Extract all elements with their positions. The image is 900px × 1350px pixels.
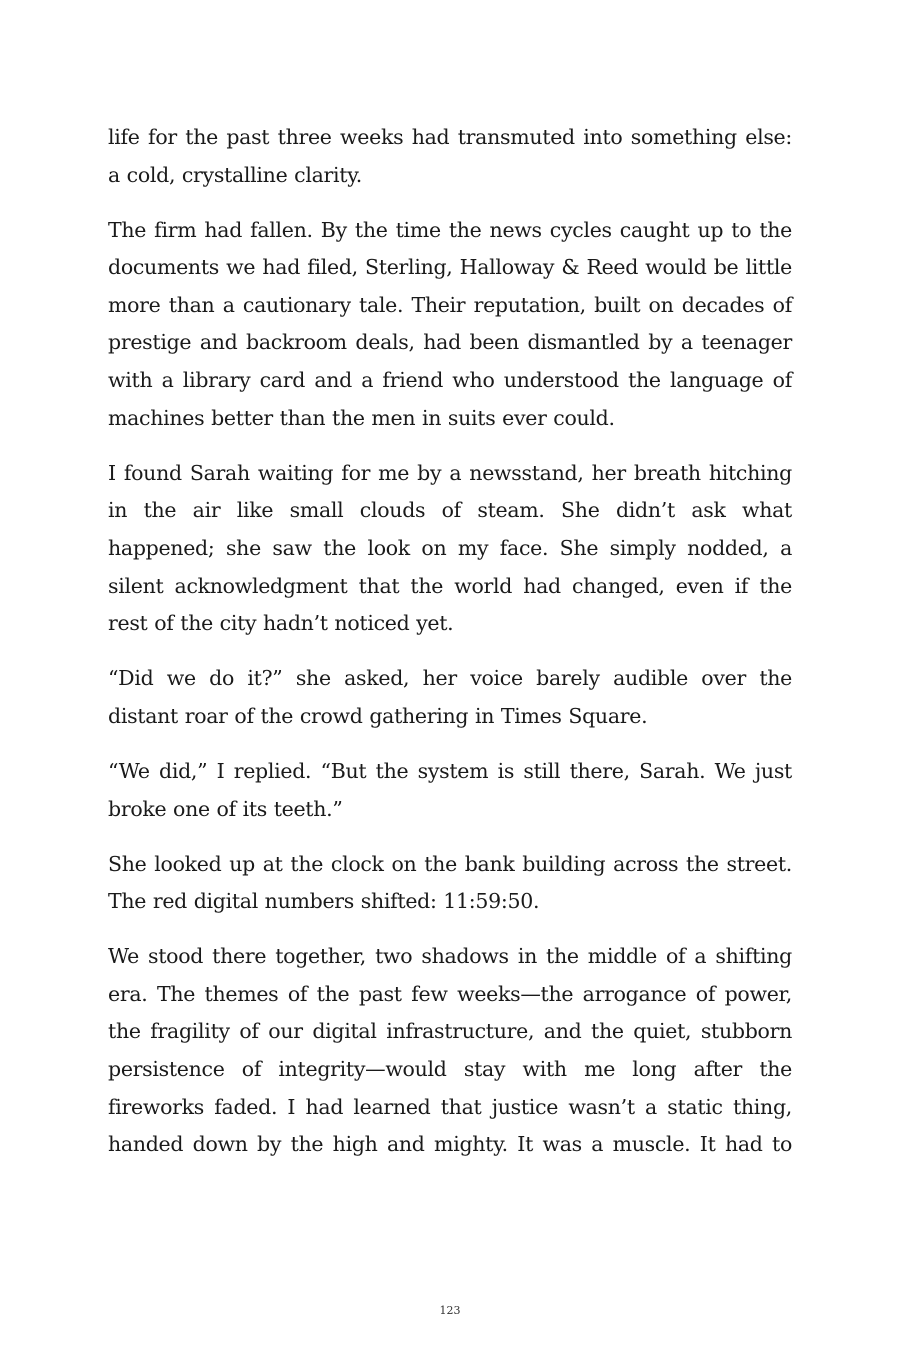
paragraph-1: life for the past three weeks had transmuted into something else: a cold, crystalline clarity. (108, 125, 792, 187)
paragraph-7: We stood there together, two shadows in the middle of a shifting era. The themes of the past few weeks—the arrogance of power, the fragility of our digital infrastructure, and the quiet, stubborn persistence of integrity—would stay with me long after the fireworks faded. I had learned that justice wasn’t a static thing, handed down by the high and mighty. It was a muscle. It had to (108, 944, 792, 1157)
paragraph-3: I found Sarah waiting for me by a newsstand, her breath hitching in the air like small clouds of steam. She didn’t ask what happened; she saw the look on my face. She simply nodded, a silent acknowledgment that the world had changed, even if the rest of the city hadn’t noticed yet. (108, 460, 792, 636)
paragraph-4: “Did we do it?” she asked, her voice barely audible over the distant roar of the crowd gathering in Times Square. (108, 666, 792, 728)
paragraph-5: “We did,” I replied. “But the system is still there, Sarah. We just broke one of its teeth.” (108, 758, 792, 821)
paragraph-2: The firm had fallen. By the time the news cycles caught up to the documents we had filed, Sterling, Halloway & Reed would be little more than a cautionary tale. Their reputation, built on decades of prestige and backroom deals, had been dismantled by a teenager with a library card and a friend who understood the language of machines better than the men in suits ever could. (108, 217, 792, 430)
page-body (108, 119, 792, 1164)
paragraph-6: She looked up at the clock on the bank building across the street. The red digital numbers shifted: 11:59:50. (108, 851, 792, 914)
page-number: 123 (439, 1304, 461, 1317)
